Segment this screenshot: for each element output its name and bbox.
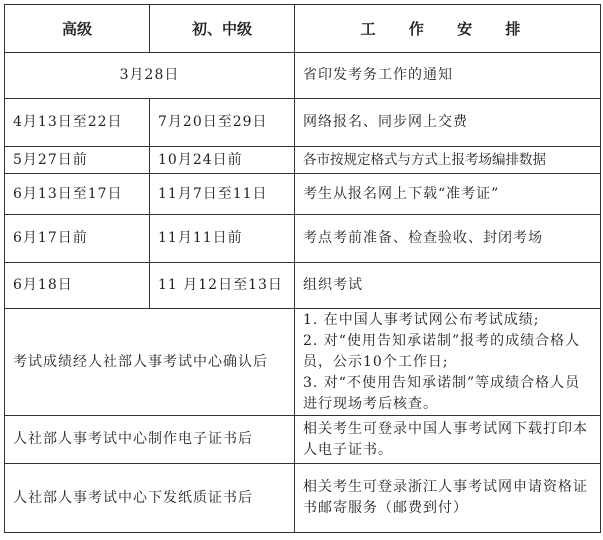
table-row [5,215,601,263]
senior-date-cell: 5月27日前 [5,147,150,174]
task-cell: 网络报名、同步网上交费 [295,99,601,147]
task-cell: 考生从报名网上下载“准考证” [295,174,601,215]
task-line: 2. 对“使用告知承诺制”报考的成绩合格人员，公示10个工作日; [303,332,581,370]
junior-date-cell: 11 月12日至13日 [150,263,295,309]
condition-cell: 人社部人事考试中心制作电子证书后 [5,416,295,464]
table-row [5,464,601,533]
header-senior: 高级 [5,5,150,53]
task-cell: 省印发考务工作的通知 [295,53,601,99]
header-task: 工 作 安 排 [295,5,601,53]
table-row [5,53,601,99]
table-row [5,263,601,309]
condition-cell: 考试成绩经人社部人事考试中心确认后 [5,309,295,416]
task-line: 1. 在中国人事考试网公布考试成绩; [303,311,540,328]
table-row [5,309,601,416]
table-row [5,99,601,147]
table-row [5,174,601,215]
task-cell: 相关考生可登录浙江人事考试网申请资格证书邮寄服务（邮费到付） [295,464,601,533]
condition-cell: 人社部人事考试中心下发纸质证书后 [5,464,295,533]
junior-date-cell: 7月20日至29日 [150,99,295,147]
task-line: 3. 对“不使用告知承诺制”等成绩合格人员进行现场考后核查。 [303,374,581,412]
table-row [5,416,601,464]
header-row [5,5,601,53]
header-junior: 初、中级 [150,5,295,53]
senior-date-cell: 6月18日 [5,263,150,309]
task-cell: 各市按规定格式与方式上报考场编排数据 [295,147,601,174]
date-cell: 3月28日 [5,53,295,99]
task-cell: 相关考生可登录中国人事考试网下载打印本人电子证书。 [295,416,601,464]
task-cell: 考点考前准备、检查验收、封闭考场 [295,215,601,263]
senior-date-cell: 6月17日前 [5,215,150,263]
task-cell [295,309,601,416]
junior-date-cell: 11月7日至11日 [150,174,295,215]
junior-date-cell: 11月11日前 [150,215,295,263]
task-cell: 组织考试 [295,263,601,309]
table-row [5,147,601,174]
senior-date-cell: 4月13日至22日 [5,99,150,147]
exam-schedule-table [4,4,601,533]
senior-date-cell: 6月13日至17日 [5,174,150,215]
junior-date-cell: 10月24日前 [150,147,295,174]
